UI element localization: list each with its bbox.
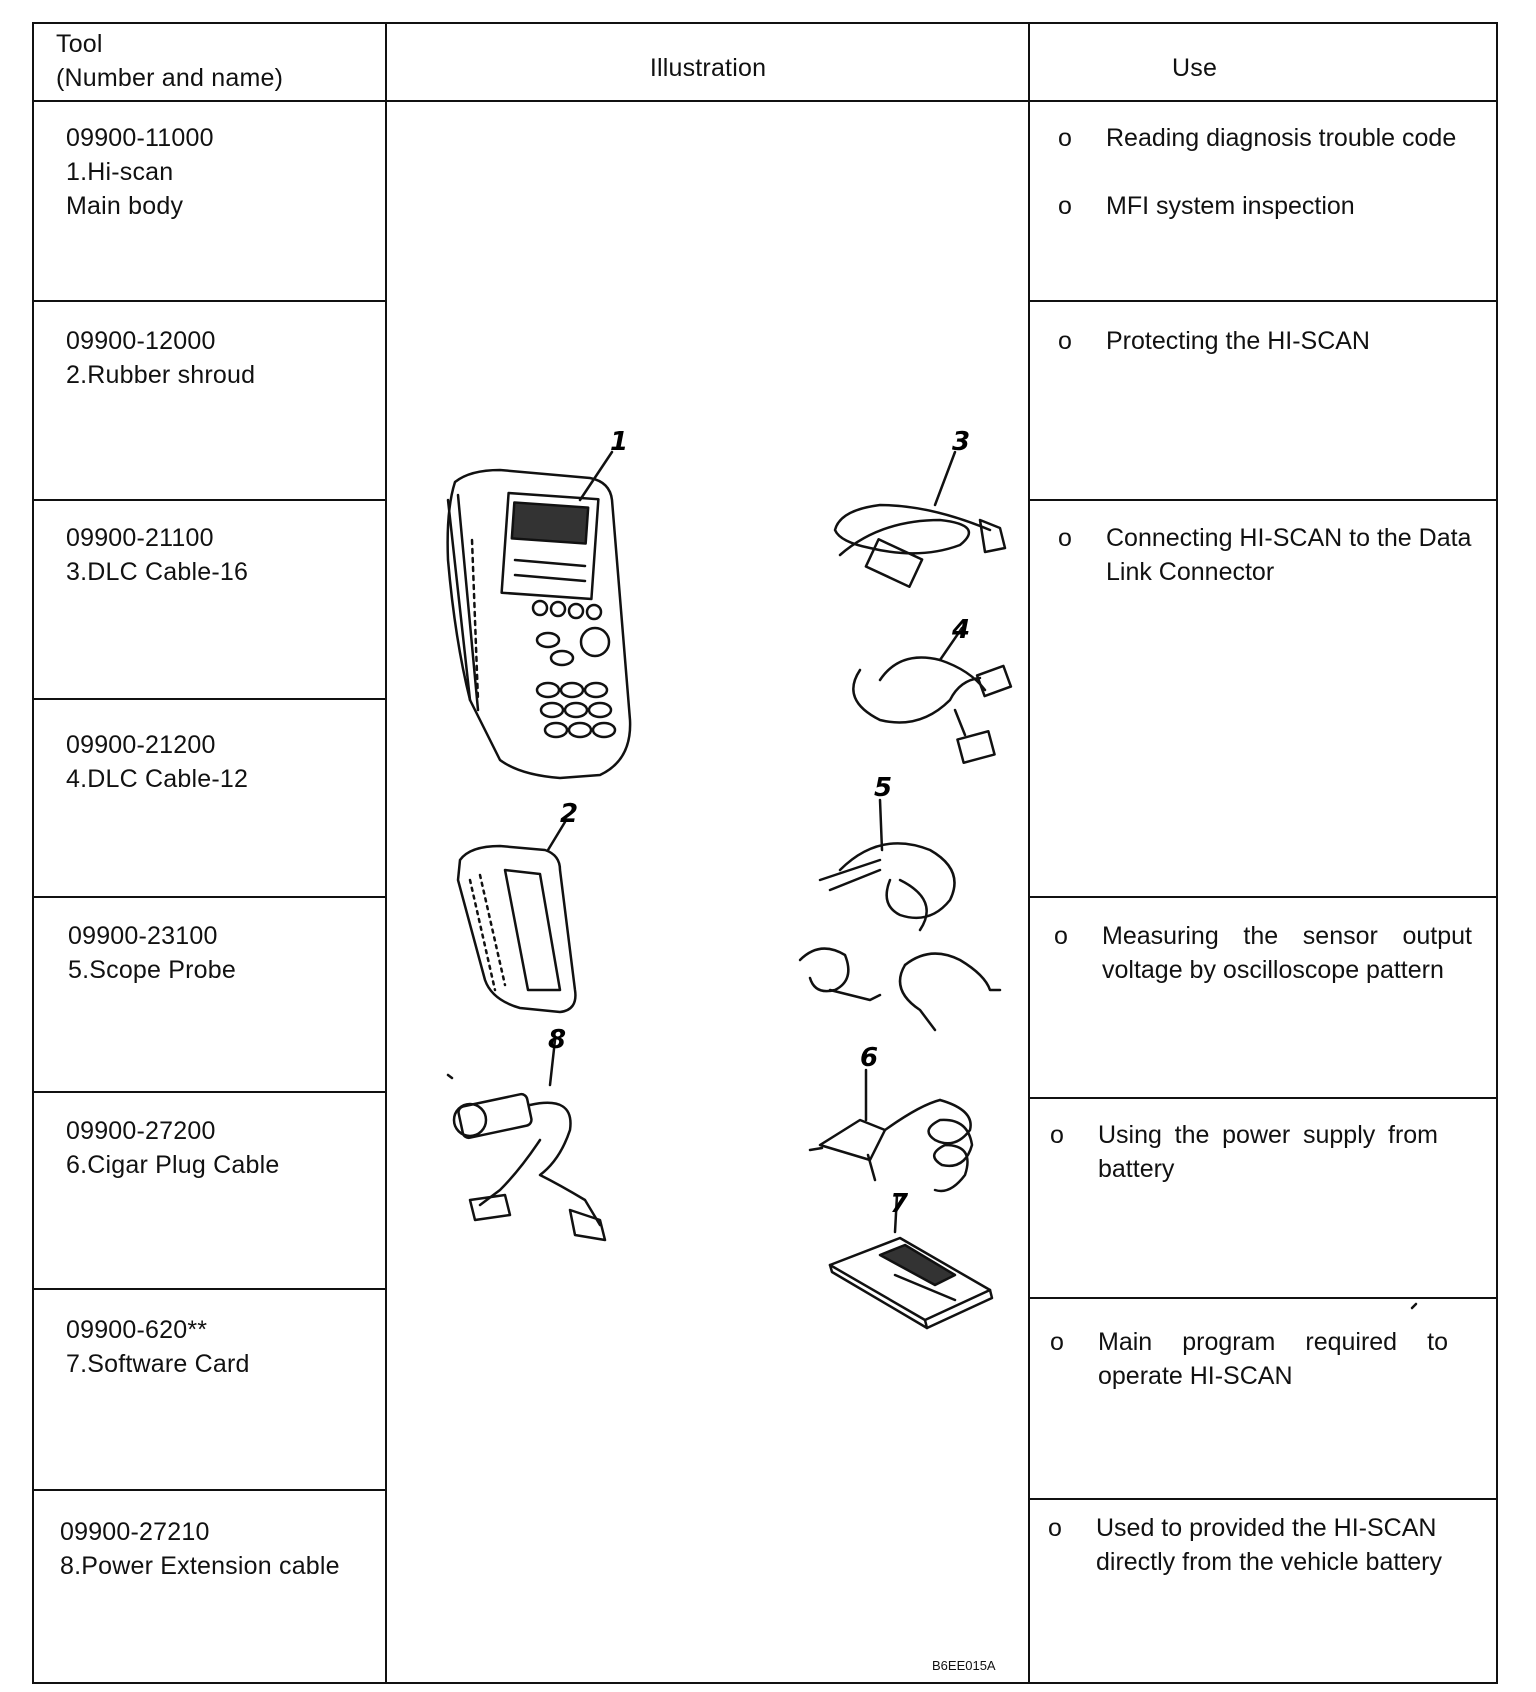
row-rule <box>32 1489 387 1491</box>
header-tool: Tool (Number and name) <box>56 30 284 92</box>
tool-8 <box>60 1515 340 1583</box>
bullet: o <box>1050 1328 1064 1356</box>
bullet: o <box>1058 192 1072 220</box>
header-illustration: Illustration <box>649 54 767 82</box>
callout-number-5: 5 <box>874 773 893 803</box>
use-item <box>1058 324 1476 358</box>
use-text: MFI system inspection <box>1106 192 1355 220</box>
table-frame <box>32 22 1498 1684</box>
row-rule <box>1028 300 1498 302</box>
tool-name: 1.Hi-scan <box>66 158 174 186</box>
row-rule <box>1028 1097 1498 1099</box>
row-rule <box>32 499 387 501</box>
callout-number-7: 7 <box>890 1189 909 1219</box>
bullet: o <box>1058 327 1072 355</box>
column-divider <box>1028 22 1030 1684</box>
row-rule <box>32 1288 387 1290</box>
callout-number-2: 2 <box>560 799 579 829</box>
tool-7 <box>66 1313 250 1381</box>
use-item <box>1058 521 1476 589</box>
tool-name: 8.Power Extension cable <box>60 1552 340 1580</box>
tool-3 <box>66 521 248 589</box>
use-text: Connecting HI-SCAN to the Data Link Connector <box>1106 524 1472 586</box>
tool-number: 09900-23100 <box>68 922 218 950</box>
tool-name: 2.Rubber shroud <box>66 361 256 389</box>
use-text: Used to provided the HI-SCAN directly from the vehicle battery <box>1096 1514 1442 1576</box>
callout-number-6: 6 <box>860 1043 879 1073</box>
use-item <box>1058 121 1476 155</box>
tool-name: 6.Cigar Plug Cable <box>66 1151 280 1179</box>
header-rule <box>32 100 1498 102</box>
row-rule <box>1028 1297 1498 1299</box>
tool-5 <box>68 919 236 987</box>
bullet: o <box>1054 922 1068 950</box>
bullet: o <box>1058 524 1072 552</box>
tool-name: 3.DLC Cable-16 <box>66 558 249 586</box>
tool-number: 09900-27210 <box>60 1518 210 1546</box>
tool-number: 09900-12000 <box>66 327 216 355</box>
tool-number: 09900-21100 <box>66 524 214 552</box>
use-item <box>1050 1118 1438 1186</box>
tool-number: 09900-11000 <box>66 124 214 152</box>
use-item <box>1058 189 1476 223</box>
row-rule <box>1028 499 1498 501</box>
row-rule <box>32 1091 387 1093</box>
row-rule <box>32 698 387 700</box>
header-use: Use <box>1172 54 1218 82</box>
tool-name: Main body <box>66 192 184 220</box>
use-text: Measuring the sensor output voltage by oscilloscope pattern <box>1102 922 1472 984</box>
tool-name: 5.Scope Probe <box>68 956 236 984</box>
callout-number-4: 4 <box>952 615 971 645</box>
callout-number-3: 3 <box>952 427 971 457</box>
use-text: Protecting the HI-SCAN <box>1106 327 1370 355</box>
tool-number: 09900-620** <box>66 1316 208 1344</box>
bullet: o <box>1048 1514 1062 1542</box>
column-divider <box>385 22 387 1684</box>
row-rule <box>32 300 387 302</box>
callout-number-1: 1 <box>610 427 629 457</box>
row-rule <box>32 896 387 898</box>
callout-number-8: 8 <box>548 1025 567 1055</box>
tool-1 <box>66 121 214 223</box>
figure-code: B6EE015A <box>932 1658 996 1673</box>
use-text: Using the power supply from battery <box>1098 1121 1438 1183</box>
bullet: o <box>1050 1121 1064 1149</box>
tool-name: 4.DLC Cable-12 <box>66 765 249 793</box>
tool-2 <box>66 324 255 392</box>
use-text: Main program required to operate HI-SCAN <box>1098 1328 1448 1390</box>
use-item <box>1054 919 1472 987</box>
use-text: Reading diagnosis trouble code <box>1106 124 1457 152</box>
use-item <box>1048 1511 1496 1579</box>
tool-6 <box>66 1114 279 1182</box>
tool-4 <box>66 728 248 796</box>
tool-number: 09900-27200 <box>66 1117 216 1145</box>
row-rule <box>1028 1498 1498 1500</box>
row-rule <box>1028 896 1498 898</box>
bullet: o <box>1058 124 1072 152</box>
use-item <box>1050 1325 1448 1393</box>
tool-name: 7.Software Card <box>66 1350 250 1378</box>
tool-number: 09900-21200 <box>66 731 216 759</box>
